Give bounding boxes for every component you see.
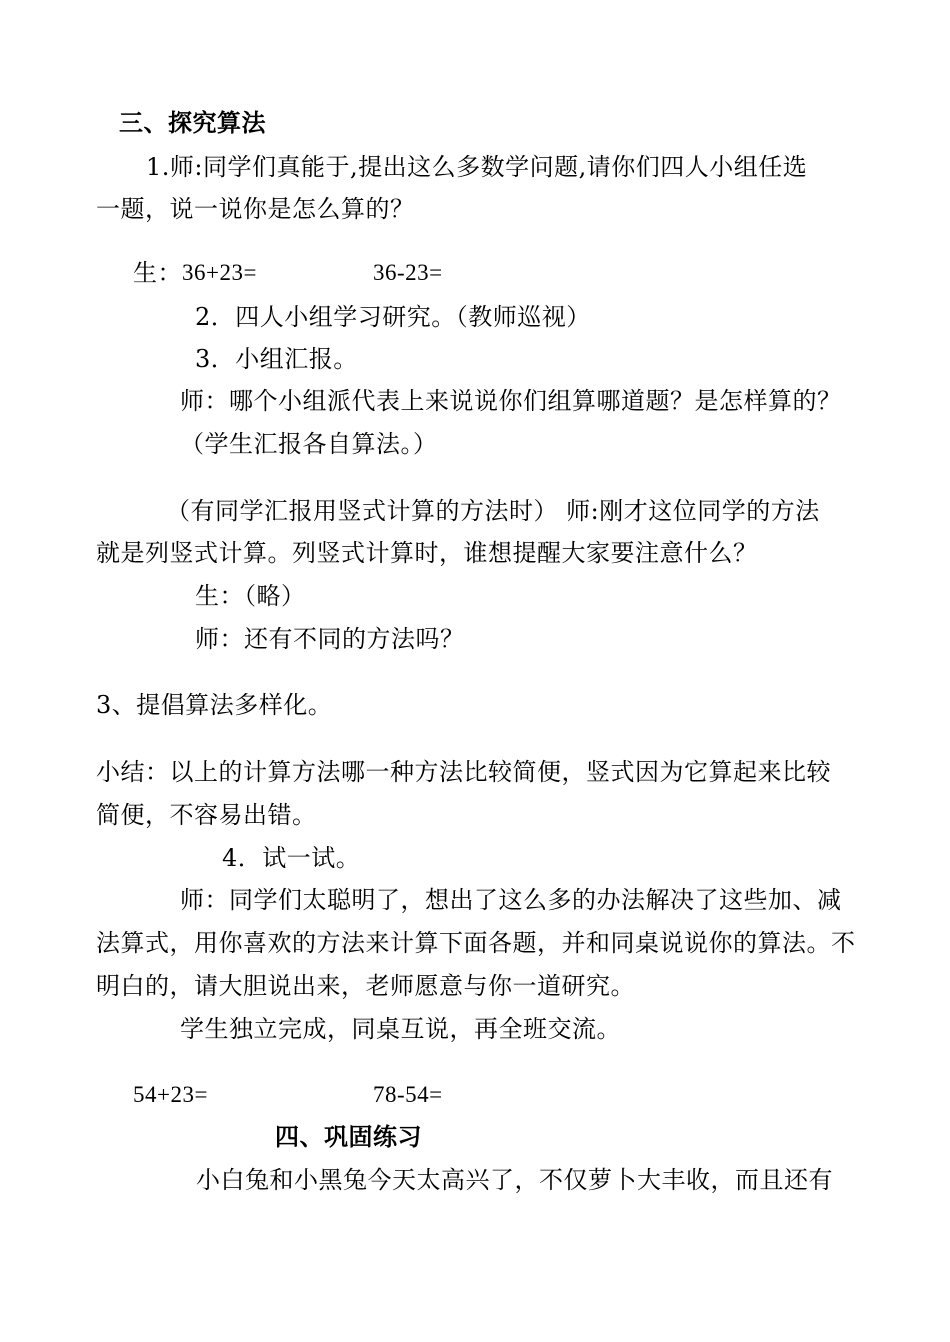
- paragraph-line: 就是列竖式计算。列竖式计算时，谁想提醒大家要注意什么？: [96, 539, 758, 567]
- paragraph-line: 1.师:同学们真能于,提出这么多数学问题,请你们四人小组任选: [146, 153, 808, 181]
- paragraph-line: 学生独立完成，同桌互说，再全班交流。: [180, 1015, 621, 1043]
- paragraph-line: 师：同学们太聪明了，想出了这么多的办法解决了这些加、减: [180, 886, 842, 914]
- equation-sub: 36-23=: [373, 260, 443, 285]
- equation-add: 54+23=: [133, 1082, 208, 1107]
- equation-sub: 78-54=: [373, 1082, 443, 1107]
- paragraph-line: 法算式，用你喜欢的方法来计算下面各题，并和同桌说说你的算法。不: [96, 929, 856, 957]
- teacher-line: 师：还有不同的方法吗？: [195, 625, 465, 653]
- summary-line: 小结：以上的计算方法哪一种方法比较简便，竖式因为它算起来比较: [96, 758, 831, 786]
- step-item: 4．试一试。: [222, 844, 361, 872]
- teacher-line: 师：哪个小组派代表上来说说你们组算哪道题？是怎样算的？: [180, 387, 842, 415]
- paragraph-line: （有同学汇报用竖式计算的方法时） 师:刚才这位同学的方法: [166, 497, 820, 525]
- paragraph-line: 3、提倡算法多样化。: [96, 691, 333, 719]
- student-line: 生：（略）: [195, 582, 306, 610]
- section-heading-4: 四、巩固练习: [275, 1122, 422, 1151]
- step-item: 3．小组汇报。: [195, 345, 358, 373]
- section-heading-3: 三、探究算法: [119, 108, 266, 137]
- student-line: （学生汇报各自算法。）: [180, 430, 438, 458]
- paragraph-line: 明白的，请大胆说出来，老师愿意与你一道研究。: [96, 972, 635, 1000]
- paragraph-line: 小白兔和小黑兔今天太高兴了，不仅萝卜大丰收，而且还有: [196, 1166, 833, 1194]
- summary-line: 简便，不容易出错。: [96, 801, 317, 829]
- paragraph-line: 一题，说一说你是怎么算的？: [96, 195, 415, 223]
- step-item: 2．四人小组学习研究。（教师巡视）: [195, 303, 591, 331]
- student-label: 生：: [133, 259, 182, 287]
- equation-add: 36+23=: [182, 260, 257, 285]
